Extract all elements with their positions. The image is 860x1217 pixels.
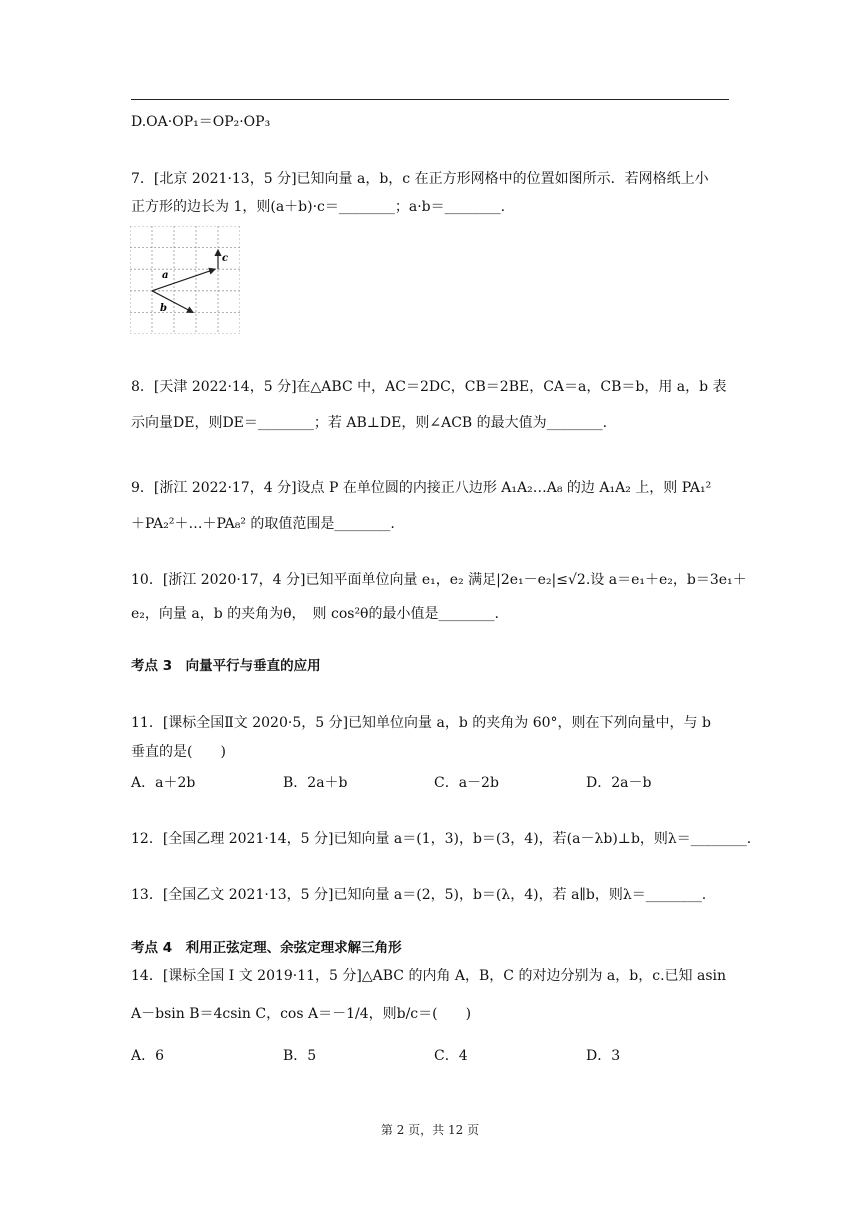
q9-line2: ＋PA₂²＋…＋PA₈² 的取值范围是________. — [131, 516, 395, 532]
header-rule — [131, 99, 729, 100]
q7-line1: 7．[北京 2021·13，5 分]已知向量 a，b，c 在正方形网格中的位置如图所示．若网格纸上小 — [131, 171, 709, 187]
vector-b-arrow — [152, 291, 193, 313]
q14-option-c: C．4 — [434, 1048, 468, 1064]
q14-option-b: B．5 — [283, 1048, 317, 1064]
q8-line2: 示向量DE，则DE＝________；若 AB⊥DE，则∠ACB 的最大值为________. — [131, 415, 608, 431]
q11-option-d: D．2a－b — [586, 775, 652, 791]
section-4-heading: 考点 4 利用正弦定理、余弦定理求解三角形 — [131, 940, 402, 956]
q11-option-c: C．a－2b — [434, 775, 499, 791]
q10-line1: 10．[浙江 2020·17，4 分]已知平面单位向量 e₁，e₂ 满足|2e₁－e₂|≤√2.设 a＝e₁＋e₂，b＝3e₁＋ — [131, 572, 747, 588]
vector-a-label: a — [162, 270, 169, 281]
vector-b-label: b — [160, 303, 167, 314]
vector-c-label: c — [222, 253, 229, 264]
q6-option-d: D.OA·OP₁＝OP₂·OP₃ — [131, 114, 271, 130]
q13-line: 13．[全国乙文 2021·13，5 分]已知向量 a＝(2，5)，b＝(λ，4)，若 a∥b，则λ＝________. — [131, 887, 707, 903]
q14-line2: A－bsin B＝4csin C，cos A＝－1/4，则b/c＝( ) — [131, 1006, 472, 1022]
q11-option-a: A．a＋2b — [131, 775, 196, 791]
q14-option-a: A．6 — [131, 1048, 165, 1064]
vector-grid-figure — [130, 226, 240, 334]
q8-line1: 8．[天津 2022·14，5 分]在△ABC 中，AC＝2DC，CB＝2BE，CA＝a，CB＝b，用 a，b 表 — [131, 379, 727, 395]
q12-line: 12．[全国乙理 2021·14，5 分]已知向量 a＝(1，3)，b＝(3，4)，若(a－λb)⊥b，则λ＝________. — [131, 831, 752, 847]
q7-line2: 正方形的边长为 1，则(a＋b)·c＝________；a·b＝________. — [131, 199, 506, 215]
q9-line1: 9．[浙江 2022·17，4 分]设点 P 在单位圆的内接正八边形 A₁A₂…A₈ 的边 A₁A₂ 上，则 PA₁² — [131, 480, 712, 496]
q11-option-b: B．2a＋b — [283, 775, 348, 791]
section-3-heading: 考点 3 向量平行与垂直的应用 — [131, 658, 321, 674]
q11-line1: 11．[课标全国Ⅱ文 2020·5，5 分]已知单位向量 a，b 的夹角为 60°，则在下列向量中，与 b — [131, 715, 711, 731]
page-footer: 第 2 页，共 12 页 — [380, 1123, 480, 1137]
q14-line1: 14．[课标全国 Ⅰ 文 2019·11，5 分]△ABC 的内角 A，B，C 的对边分别为 a，b，c.已知 asin — [131, 968, 726, 984]
q10-line2: e₂，向量 a，b 的夹角为θ， 则 cos²θ的最小值是________. — [131, 606, 499, 622]
q11-line2: 垂直的是( ) — [131, 744, 226, 760]
q14-option-d: D．3 — [586, 1048, 621, 1064]
